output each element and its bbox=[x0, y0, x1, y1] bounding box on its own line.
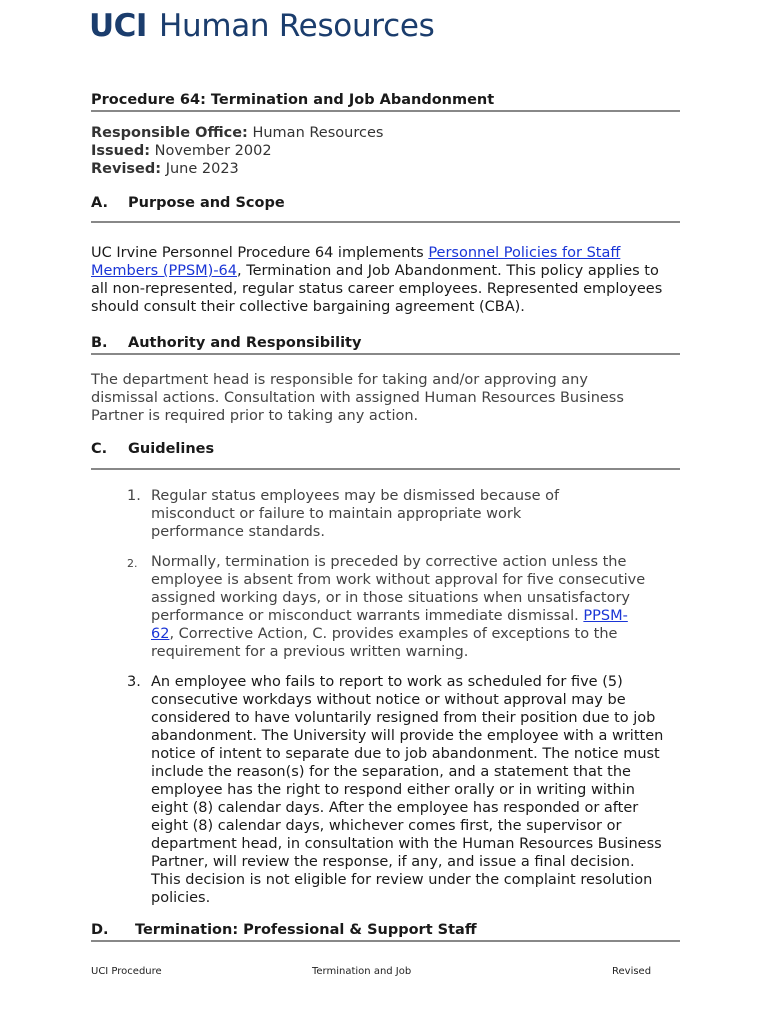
ppsm-64-link[interactable]: Personnel Policies for Staff Members (PPSM)-64 bbox=[91, 245, 621, 279]
footer-center: Termination and Job bbox=[312, 966, 412, 977]
section-c-letter: C. bbox=[91, 441, 108, 457]
section-c-title: Guidelines bbox=[128, 441, 215, 457]
section-a-heading bbox=[91, 195, 680, 223]
meta-office bbox=[91, 124, 680, 142]
uci-hr-logo bbox=[89, 4, 434, 48]
footer-left: UCI Procedure bbox=[91, 966, 162, 977]
guideline-number: 2. bbox=[127, 557, 138, 570]
document-title: Procedure 64: Termination and Job Abandonment bbox=[91, 92, 680, 112]
meta-office-label: Responsible Office: bbox=[91, 125, 248, 141]
section-c-heading bbox=[91, 441, 680, 470]
meta-issued-label: Issued: bbox=[91, 143, 150, 159]
logo-uci-wordmark: UCI bbox=[89, 8, 147, 44]
guideline-text: Regular status employees may be dismissed because of misconduct or failure to maintain appropriate work performance standards. bbox=[151, 488, 560, 540]
guideline-item bbox=[127, 487, 597, 541]
guideline-number: 1. bbox=[127, 488, 141, 504]
ppsm-62-link[interactable]: PPSM-62 bbox=[151, 608, 628, 642]
guideline-2-text-before: Normally, termination is preceded by corrective action unless the employee is absent from work without approval for five consecutive assigned working days, or in those situations when unsatisfactory performance or misconduct warrants immediate dismissal. bbox=[151, 554, 646, 624]
guideline-number: 3. bbox=[127, 674, 141, 690]
guideline-item bbox=[127, 553, 647, 661]
guideline-item bbox=[127, 673, 667, 907]
meta-revised-label: Revised: bbox=[91, 161, 162, 177]
meta-revised bbox=[91, 160, 680, 178]
meta-office-value: Human Resources bbox=[252, 125, 384, 141]
section-a-paragraph bbox=[91, 244, 680, 316]
guideline-text: An employee who fails to report to work as scheduled for five (5) consecutive workdays without notice or without approval may be considered to have voluntarily resigned from their position due to job abandonment. The University will provide the employee with a written notice of intent to separate due to job abandonment. The notice must include the reason(s) for the separation, and a statement that the employee has the right to respond either orally or in writing within eight (8) calendar days. After the employee has responded or after eight (8) calendar days, whichever comes first, the supervisor or department head, in consultation with the Human Resources Business Partner, will review the response, if any, and issue a final decision. This decision is not eligible for review under the complaint resolution policies. bbox=[151, 674, 664, 906]
section-d-heading bbox=[91, 922, 680, 942]
section-d-letter: D. bbox=[91, 922, 109, 938]
section-a-letter: A. bbox=[91, 195, 108, 211]
section-b-letter: B. bbox=[91, 335, 108, 351]
section-b-paragraph: The department head is responsible for taking and/or approving any dismissal actions. Consultation with assigned Human Resources Business Partner is required prior to taking any action. bbox=[91, 372, 624, 424]
meta-issued-value: November 2002 bbox=[154, 143, 272, 159]
section-b-heading bbox=[91, 335, 680, 355]
meta-revised-value: June 2023 bbox=[165, 161, 239, 177]
section-a-text-before: UC Irvine Personnel Procedure 64 implements bbox=[91, 245, 429, 261]
footer-right: Revised bbox=[612, 966, 652, 977]
section-a-text-after: , Termination and Job Abandonment. This policy applies to all non-represented, regular status career employees. Represented employees should consult their collective bargaining agreement (CBA). bbox=[91, 263, 663, 315]
section-b-title: Authority and Responsibility bbox=[128, 335, 362, 351]
meta-issued bbox=[91, 142, 680, 160]
logo-hr-text: Human Resources bbox=[158, 8, 435, 44]
guideline-text bbox=[151, 553, 647, 661]
guideline-2-text-after: , Corrective Action, C. provides examples of exceptions to the requirement for a previous written warning. bbox=[151, 626, 618, 660]
section-d-title: Termination: Professional & Support Staff bbox=[135, 922, 477, 938]
document-meta bbox=[91, 124, 680, 178]
section-a-title: Purpose and Scope bbox=[128, 195, 285, 211]
